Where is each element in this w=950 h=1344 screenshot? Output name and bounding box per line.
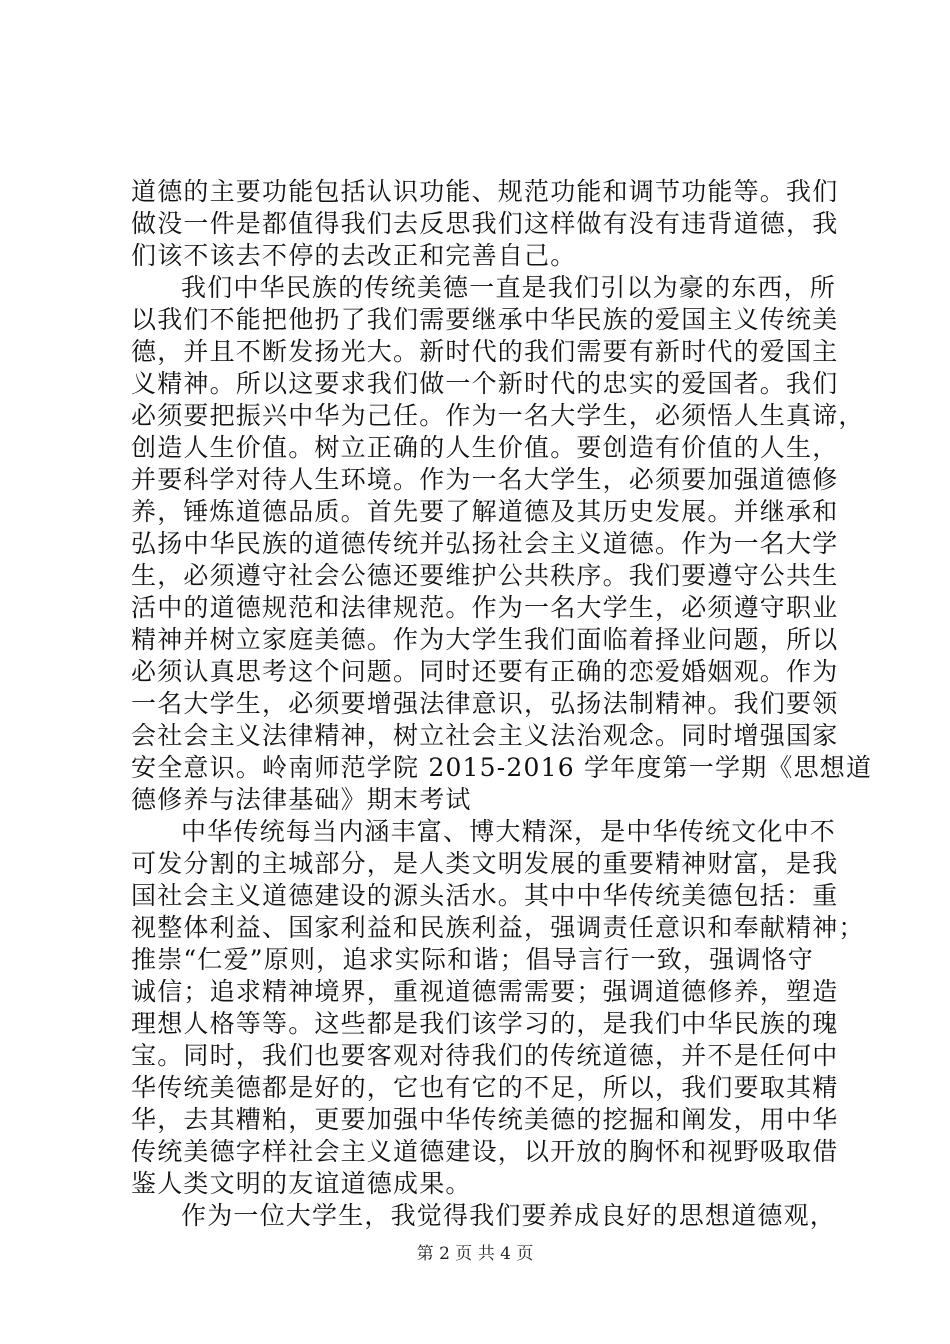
text-line: 活中的道德规范和法律规范。作为一名大学生，必须遵守职业 <box>131 593 839 622</box>
text-line: 可发分割的主城部分，是人类文明发展的重要精神财富，是我 <box>131 849 839 878</box>
text-line: 精神并树立家庭美德。作为大学生我们面临着择业问题，所以 <box>131 625 839 654</box>
text-line: 鉴人类文明的友谊道德成果。 <box>131 1169 472 1198</box>
text-line: 做没一件是都值得我们去反思我们这样做有没有违背道德，我 <box>131 209 839 238</box>
text-line: 生，必须遵守社会公德还要维护公共秩序。我们要遵守公共生 <box>131 561 839 590</box>
text-line: 中华传统每当内涵丰富、博大精深，是中华传统文化中不 <box>181 817 837 846</box>
text-line: 视整体利益、国家利益和民族利益，强调责任意识和奉献精神； <box>131 913 865 942</box>
page-number-footer: 第 2 页 共 4 页 <box>416 1244 534 1264</box>
text-line: 推崇“仁爱”原则，追求实际和谐；倡导言行一致，强调恪守 <box>131 945 814 974</box>
text-line: 作为一位大学生，我觉得我们要养成良好的思想道德观， <box>181 1201 837 1230</box>
text-line: 一名大学生，必须要增强法律意识，弘扬法制精神。我们要领 <box>131 689 839 718</box>
text-line: 道德的主要功能包括认识功能、规范功能和调节功能等。我们 <box>131 177 839 206</box>
text-line: 并要科学对待人生环境。作为一名大学生，必须要加强道德修 <box>131 465 839 494</box>
text-line: 养，锤炼道德品质。首先要了解道德及其历史发展。并继承和 <box>131 497 839 526</box>
text-line: 以我们不能把他扔了我们需要继承中华民族的爱国主义传统美 <box>131 305 839 334</box>
text-line: 理想人格等等。这些都是我们该学习的，是我们中华民族的瑰 <box>131 1009 839 1038</box>
text-line: 国社会主义道德建设的源头活水。其中中华传统美德包括：重 <box>131 881 839 910</box>
text-line: 会社会主义法律精神，树立社会主义法治观念。同时增强国家 <box>131 721 839 750</box>
text-line: 必须认真思考这个问题。同时还要有正确的恋爱婚姻观。作为 <box>131 657 839 686</box>
text-line: 弘扬中华民族的道德传统并弘扬社会主义道德。作为一名大学 <box>131 529 839 558</box>
text-line: 安全意识。岭南师范学院 2015-2016 学年度第一学期《思想道 <box>131 753 873 782</box>
text-line: 传统美德字样社会主义道德建设，以开放的胸怀和视野吸取借 <box>131 1137 839 1166</box>
text-line: 我们中华民族的传统美德一直是我们引以为豪的东西，所 <box>181 273 837 302</box>
text-line: 必须要把振兴中华为己任。作为一名大学生，必须悟人生真谛， <box>131 401 865 430</box>
text-line: 华传统美德都是好的，它也有它的不足，所以，我们要取其精 <box>131 1073 839 1102</box>
text-line: 华，去其糟粕，更要加强中华传统美德的挖掘和阐发，用中华 <box>131 1105 839 1134</box>
text-line: 义精神。所以这要求我们做一个新时代的忠实的爱国者。我们 <box>131 369 839 398</box>
text-line: 诚信；追求精神境界，重视道德需需要；强调道德修养，塑造 <box>131 977 839 1006</box>
text-line: 们该不该去不停的去改正和完善自己。 <box>131 241 577 270</box>
text-line: 宝。同时，我们也要客观对待我们的传统道德，并不是任何中 <box>131 1041 839 1070</box>
text-line: 德，并且不断发扬光大。新时代的我们需要有新时代的爱国主 <box>131 337 839 366</box>
text-line: 德修养与法律基础》期末考试 <box>131 785 472 814</box>
text-line: 创造人生价值。树立正确的人生价值。要创造有价值的人生， <box>131 433 839 462</box>
